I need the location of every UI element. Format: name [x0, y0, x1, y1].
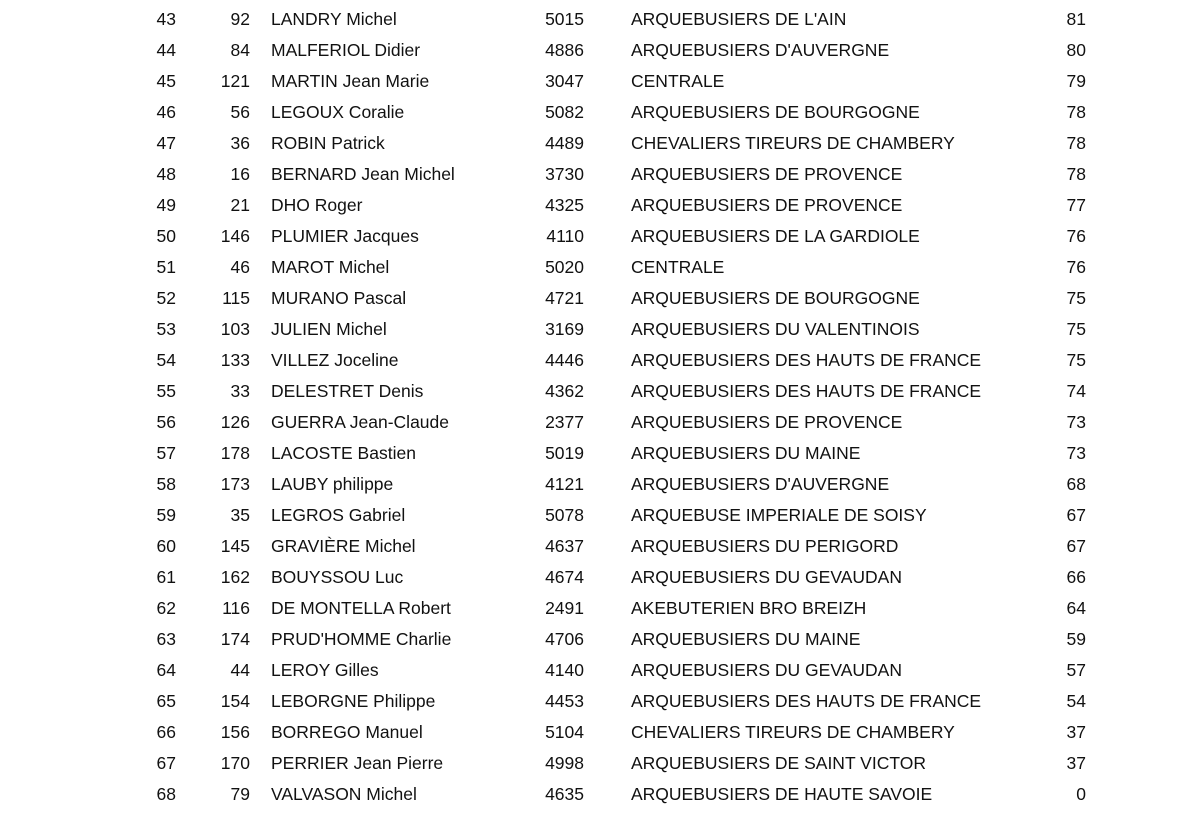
club-cell: ARQUEBUSIERS DE L'AIN	[631, 9, 847, 29]
score-cell: 75	[1066, 350, 1086, 370]
dossard-cell: 126	[220, 412, 250, 432]
dossard-cell: 92	[230, 9, 250, 29]
club-cell: AKEBUTERIEN BRO BREIZH	[631, 598, 867, 618]
license-number-cell: 4446	[545, 350, 584, 370]
shooter-name-cell: GRAVIÈRE Michel	[271, 536, 416, 556]
club-cell: CENTRALE	[631, 257, 725, 277]
license-number-cell: 3169	[545, 319, 584, 339]
table-row	[0, 159, 1190, 190]
rank-cell: 68	[156, 784, 176, 804]
shooter-name-cell: ROBIN Patrick	[271, 133, 385, 153]
table-row	[0, 283, 1190, 314]
dossard-cell: 170	[220, 753, 250, 773]
score-cell: 57	[1066, 660, 1086, 680]
club-cell: ARQUEBUSE IMPERIALE DE SOISY	[631, 505, 927, 525]
dossard-cell: 145	[220, 536, 250, 556]
rank-cell: 50	[156, 226, 176, 246]
table-row	[0, 438, 1190, 469]
license-number-cell: 4453	[545, 691, 584, 711]
license-number-cell: 4110	[546, 226, 584, 246]
score-cell: 81	[1066, 9, 1086, 29]
shooter-name-cell: LACOSTE Bastien	[271, 443, 416, 463]
club-cell: ARQUEBUSIERS DE LA GARDIOLE	[631, 226, 920, 246]
club-cell: ARQUEBUSIERS D'AUVERGNE	[631, 474, 890, 494]
dossard-cell: 56	[230, 102, 250, 122]
shooter-name-cell: LEGOUX Coralie	[271, 102, 405, 122]
rank-cell: 63	[156, 629, 176, 649]
score-cell: 73	[1066, 443, 1086, 463]
table-row	[0, 655, 1190, 686]
dossard-cell: 103	[220, 319, 250, 339]
shooter-name-cell: BOUYSSOU Luc	[271, 567, 404, 587]
score-cell: 67	[1066, 536, 1086, 556]
club-cell: CHEVALIERS TIREURS DE CHAMBERY	[631, 722, 955, 742]
club-cell: CENTRALE	[631, 71, 725, 91]
rank-cell: 53	[156, 319, 176, 339]
score-cell: 80	[1066, 40, 1086, 60]
rank-cell: 65	[156, 691, 176, 711]
license-number-cell: 5104	[545, 722, 584, 742]
rank-cell: 52	[156, 288, 176, 308]
rank-cell: 49	[156, 195, 176, 215]
rank-cell: 43	[156, 9, 176, 29]
table-row	[0, 624, 1190, 655]
license-number-cell: 5015	[545, 9, 584, 29]
club-cell: ARQUEBUSIERS DU GEVAUDAN	[631, 567, 902, 587]
dossard-cell: 162	[220, 567, 250, 587]
score-cell: 68	[1066, 474, 1086, 494]
license-number-cell: 4635	[545, 784, 584, 804]
dossard-cell: 33	[230, 381, 250, 401]
shooter-name-cell: LEROY Gilles	[271, 660, 379, 680]
table-row	[0, 531, 1190, 562]
rank-cell: 47	[156, 133, 176, 153]
score-cell: 0	[1076, 784, 1086, 804]
dossard-cell: 174	[220, 629, 250, 649]
shooter-name-cell: PLUMIER Jacques	[271, 226, 419, 246]
score-cell: 73	[1066, 412, 1086, 432]
club-cell: ARQUEBUSIERS DES HAUTS DE FRANCE	[631, 691, 982, 711]
score-cell: 64	[1066, 598, 1086, 618]
license-number-cell: 4362	[545, 381, 584, 401]
license-number-cell: 4325	[545, 195, 584, 215]
shooter-name-cell: BERNARD Jean Michel	[271, 164, 455, 184]
rank-cell: 54	[156, 350, 176, 370]
score-cell: 67	[1066, 505, 1086, 525]
table-row	[0, 252, 1190, 283]
rank-cell: 59	[156, 505, 176, 525]
dossard-cell: 44	[230, 660, 250, 680]
club-cell: ARQUEBUSIERS DES HAUTS DE FRANCE	[631, 350, 982, 370]
rank-cell: 62	[156, 598, 176, 618]
dossard-cell: 154	[220, 691, 250, 711]
shooter-name-cell: PERRIER Jean Pierre	[271, 753, 444, 773]
table-row	[0, 779, 1190, 810]
shooter-name-cell: VALVASON Michel	[271, 784, 417, 804]
table-row	[0, 562, 1190, 593]
club-cell: ARQUEBUSIERS DU PERIGORD	[631, 536, 899, 556]
shooter-name-cell: MURANO Pascal	[271, 288, 407, 308]
dossard-cell: 35	[230, 505, 250, 525]
table-row	[0, 500, 1190, 531]
license-number-cell: 4140	[545, 660, 584, 680]
dossard-cell: 178	[220, 443, 250, 463]
shooter-name-cell: VILLEZ Joceline	[271, 350, 399, 370]
score-cell: 78	[1066, 102, 1086, 122]
table-row	[0, 97, 1190, 128]
dossard-cell: 116	[222, 598, 250, 618]
club-cell: ARQUEBUSIERS DE PROVENCE	[631, 195, 903, 215]
dossard-cell: 21	[230, 195, 250, 215]
rank-cell: 64	[156, 660, 176, 680]
table-row	[0, 190, 1190, 221]
dossard-cell: 79	[230, 784, 250, 804]
dossard-cell: 133	[220, 350, 250, 370]
rank-cell: 48	[156, 164, 176, 184]
club-cell: ARQUEBUSIERS D'AUVERGNE	[631, 40, 890, 60]
dossard-cell: 46	[230, 257, 250, 277]
license-number-cell: 5078	[545, 505, 584, 525]
score-cell: 37	[1066, 753, 1086, 773]
club-cell: CHEVALIERS TIREURS DE CHAMBERY	[631, 133, 955, 153]
shooter-name-cell: PRUD'HOMME Charlie	[271, 629, 452, 649]
score-cell: 77	[1066, 195, 1086, 215]
rank-cell: 58	[156, 474, 176, 494]
rank-cell: 57	[156, 443, 176, 463]
license-number-cell: 5020	[545, 257, 584, 277]
rank-cell: 56	[156, 412, 176, 432]
license-number-cell: 4121	[545, 474, 584, 494]
shooter-name-cell: DE MONTELLA Robert	[271, 598, 451, 618]
shooter-name-cell: MAROT Michel	[271, 257, 390, 277]
license-number-cell: 2377	[545, 412, 584, 432]
dossard-cell: 115	[222, 288, 250, 308]
score-cell: 78	[1066, 164, 1086, 184]
license-number-cell: 5082	[545, 102, 584, 122]
club-cell: ARQUEBUSIERS DU MAINE	[631, 629, 861, 649]
dossard-cell: 121	[220, 71, 250, 91]
license-number-cell: 4674	[545, 567, 584, 587]
table-row	[0, 717, 1190, 748]
table-row	[0, 748, 1190, 779]
score-cell: 54	[1066, 691, 1086, 711]
table-row	[0, 407, 1190, 438]
table-row	[0, 593, 1190, 624]
rank-cell: 61	[156, 567, 176, 587]
rank-cell: 51	[156, 257, 176, 277]
score-cell: 75	[1066, 288, 1086, 308]
license-number-cell: 4998	[545, 753, 584, 773]
score-cell: 74	[1066, 381, 1086, 401]
table-row	[0, 4, 1190, 35]
shooter-name-cell: MALFERIOL Didier	[271, 40, 421, 60]
score-cell: 76	[1066, 257, 1086, 277]
dossard-cell: 156	[220, 722, 250, 742]
table-row	[0, 686, 1190, 717]
club-cell: ARQUEBUSIERS DU VALENTINOIS	[631, 319, 920, 339]
license-number-cell: 4886	[545, 40, 584, 60]
license-number-cell: 4637	[545, 536, 584, 556]
score-cell: 79	[1066, 71, 1086, 91]
table-row	[0, 35, 1190, 66]
license-number-cell: 2491	[545, 598, 584, 618]
score-cell: 75	[1066, 319, 1086, 339]
shooter-name-cell: DHO Roger	[271, 195, 363, 215]
rank-cell: 66	[156, 722, 176, 742]
table-row	[0, 66, 1190, 97]
license-number-cell: 3730	[545, 164, 584, 184]
club-cell: ARQUEBUSIERS DU MAINE	[631, 443, 861, 463]
table-row	[0, 128, 1190, 159]
rank-cell: 45	[156, 71, 176, 91]
club-cell: ARQUEBUSIERS DES HAUTS DE FRANCE	[631, 381, 982, 401]
score-cell: 37	[1066, 722, 1086, 742]
club-cell: ARQUEBUSIERS DE PROVENCE	[631, 412, 903, 432]
shooter-name-cell: JULIEN Michel	[271, 319, 387, 339]
club-cell: ARQUEBUSIERS DE BOURGOGNE	[631, 102, 920, 122]
table-row	[0, 345, 1190, 376]
table-row	[0, 376, 1190, 407]
table-row	[0, 469, 1190, 500]
shooter-name-cell: LANDRY Michel	[271, 9, 397, 29]
shooter-name-cell: LAUBY philippe	[271, 474, 394, 494]
license-number-cell: 3047	[545, 71, 584, 91]
dossard-cell: 84	[230, 40, 250, 60]
table-row	[0, 314, 1190, 345]
table-row	[0, 221, 1190, 252]
license-number-cell: 4721	[545, 288, 584, 308]
rank-cell: 67	[156, 753, 176, 773]
dossard-cell: 146	[220, 226, 250, 246]
shooter-name-cell: LEBORGNE Philippe	[271, 691, 436, 711]
score-cell: 78	[1066, 133, 1086, 153]
rank-cell: 44	[156, 40, 176, 60]
club-cell: ARQUEBUSIERS DE BOURGOGNE	[631, 288, 920, 308]
shooter-name-cell: MARTIN Jean Marie	[271, 71, 430, 91]
dossard-cell: 36	[230, 133, 250, 153]
club-cell: ARQUEBUSIERS DE SAINT VICTOR	[631, 753, 926, 773]
shooter-name-cell: LEGROS Gabriel	[271, 505, 406, 525]
score-cell: 76	[1066, 226, 1086, 246]
score-cell: 66	[1066, 567, 1086, 587]
shooter-name-cell: BORREGO Manuel	[271, 722, 423, 742]
club-cell: ARQUEBUSIERS DE HAUTE SAVOIE	[631, 784, 933, 804]
rank-cell: 46	[156, 102, 176, 122]
dossard-cell: 16	[230, 164, 250, 184]
rank-cell: 60	[156, 536, 176, 556]
club-cell: ARQUEBUSIERS DE PROVENCE	[631, 164, 903, 184]
shooter-name-cell: GUERRA Jean-Claude	[271, 412, 449, 432]
results-table	[0, 4, 1190, 810]
license-number-cell: 4489	[545, 133, 584, 153]
score-cell: 59	[1066, 629, 1086, 649]
dossard-cell: 173	[220, 474, 250, 494]
shooter-name-cell: DELESTRET Denis	[271, 381, 424, 401]
license-number-cell: 4706	[545, 629, 584, 649]
license-number-cell: 5019	[545, 443, 584, 463]
club-cell: ARQUEBUSIERS DU GEVAUDAN	[631, 660, 902, 680]
rank-cell: 55	[156, 381, 176, 401]
